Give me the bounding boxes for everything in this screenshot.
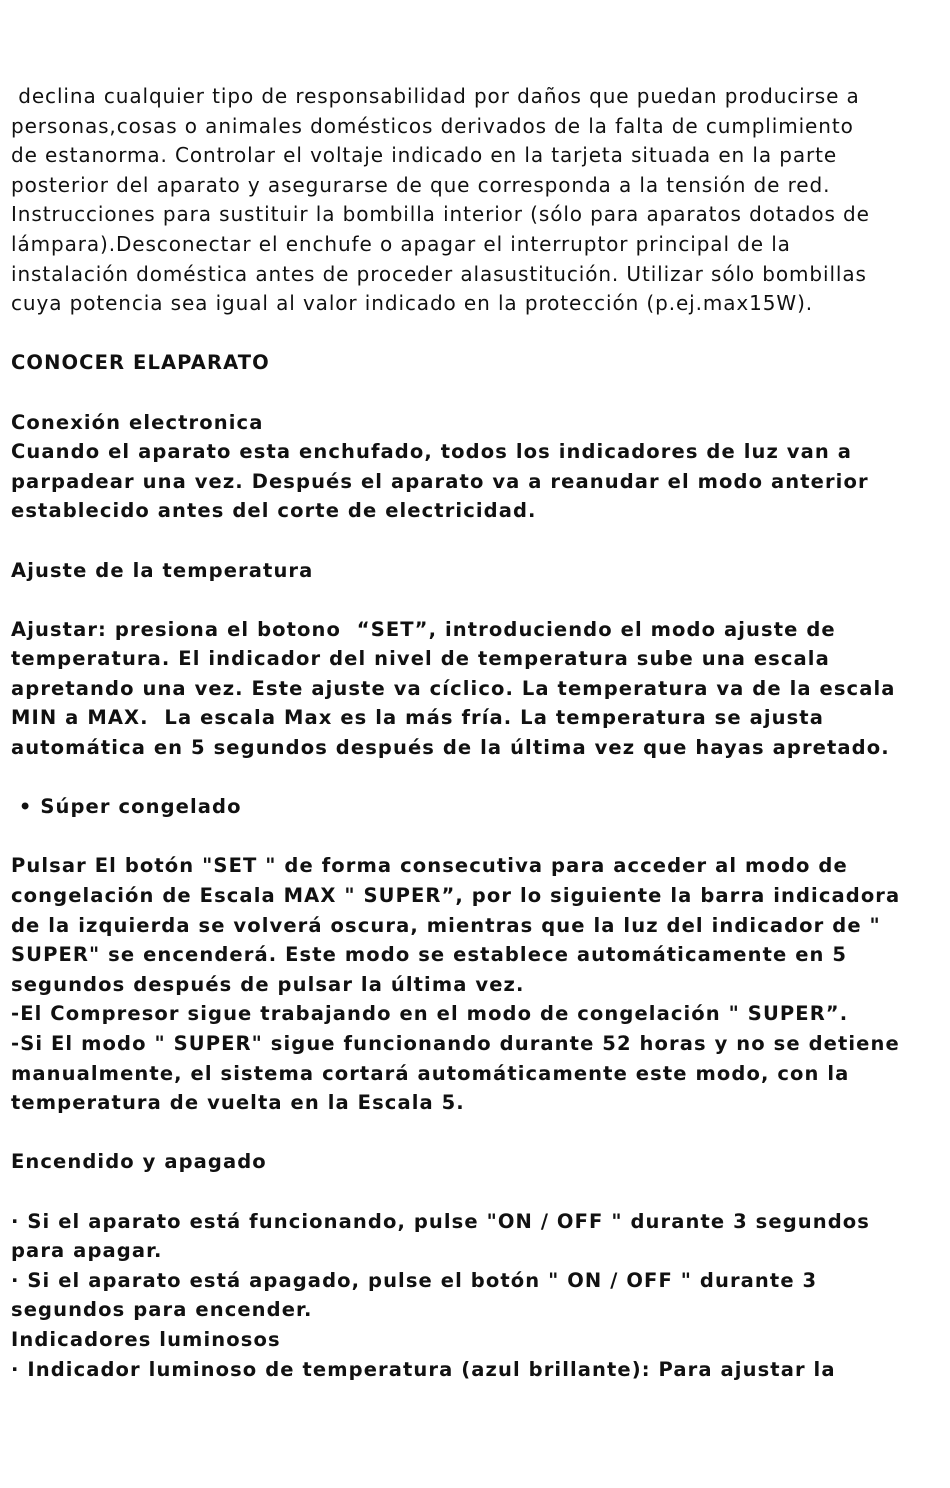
indicator-line: · Indicador luminoso de temperatura (azul brillante): Para ajustar la — [11, 1357, 836, 1381]
power-line: · Si el aparato está funcionando, pulse "ON / OFF " durante 3 segundos — [11, 1209, 870, 1233]
super-freeze-line: de la izquierda se volverá oscura, mientras que la luz del indicador de " — [11, 913, 881, 937]
super-freeze-line: -El Compresor sigue trabajando en el modo de congelación " SUPER”. — [11, 1002, 849, 1026]
super-freeze-line: SUPER" se encenderá. Este modo se establece automáticamente en 5 — [11, 943, 848, 967]
power-line: · Si el aparato está apagado, pulse el botón " ON / OFF " durante 3 — [11, 1268, 818, 1292]
intro-line: cuya potencia sea igual al valor indicado en la protección (p.ej.max15W). — [11, 291, 814, 316]
temperature-section — [11, 556, 947, 763]
super-freeze-line: Pulsar El botón "SET " de forma consecutiva para acceder al modo de — [11, 854, 848, 878]
connection-line: parpadear una vez. Después el aparato va a reanudar el modo anterior — [11, 469, 869, 493]
temperature-line: automática en 5 segundos después de la última vez que hayas apretado. — [11, 736, 890, 760]
connection-line: establecido antes del corte de electricidad. — [11, 499, 537, 523]
connection-section — [11, 408, 947, 526]
super-freeze-section — [11, 792, 947, 1118]
power-heading: Encendido y apagado — [11, 1150, 267, 1174]
connection-line: Cuando el aparato esta enchufado, todos los indicadores de luz van a — [11, 440, 853, 464]
intro-paragraph — [11, 82, 947, 319]
super-freeze-heading: • Súper congelado — [11, 795, 242, 819]
temperature-heading: Ajuste de la temperatura — [11, 558, 314, 582]
indicators-heading: Indicadores luminosos — [11, 1327, 281, 1351]
spacer — [11, 378, 947, 408]
power-section — [11, 1147, 947, 1384]
power-line: para apagar. — [11, 1239, 163, 1263]
super-freeze-line: manualmente, el sistema cortará automáticamente este modo, con la — [11, 1061, 850, 1085]
temperature-line: Ajustar: presiona el botono “SET”, introduciendo el modo ajuste de — [11, 617, 836, 641]
super-freeze-line: congelación de Escala MAX " SUPER”, por lo siguiente la barra indicadora — [11, 884, 901, 908]
super-freeze-line: -Si El modo " SUPER" sigue funcionando durante 52 horas y no se detiene — [11, 1032, 900, 1055]
temperature-line: temperatura. El indicador del nivel de temperatura sube una escala — [11, 647, 830, 671]
section-heading-block — [11, 348, 947, 378]
intro-line: de estanorma. Controlar el voltaje indicado en la tarjeta situada en la parte — [11, 143, 838, 168]
intro-line: personas,cosas o animales domésticos derivados de la falta de cumplimiento — [11, 113, 854, 138]
super-freeze-line: segundos después de pulsar la última vez. — [11, 972, 525, 996]
intro-line: instalación doméstica antes de proceder alasustitución. Utilizar sólo bombillas — [11, 261, 867, 286]
connection-heading: Conexión electronica — [11, 410, 264, 434]
spacer — [11, 526, 947, 556]
super-freeze-line: temperatura de vuelta en la Escala 5. — [11, 1091, 465, 1115]
spacer — [11, 763, 947, 793]
temperature-line: apretando una vez. Este ajuste va cíclico. La temperatura va de la escala — [11, 676, 896, 700]
spacer — [11, 585, 947, 615]
spacer — [11, 1177, 947, 1207]
intro-line: posterior del aparato y asegurarse de que corresponda a la tensión de red. — [11, 172, 831, 197]
power-line: segundos para encender. — [11, 1298, 313, 1322]
temperature-line: MIN a MAX. La escala Max es la más fría. La temperatura se ajusta — [11, 706, 824, 730]
intro-line: declina cualquier tipo de responsabilidad por daños que puedan producirse a — [11, 84, 860, 108]
spacer — [11, 1118, 947, 1148]
spacer — [11, 822, 947, 852]
document-page — [11, 82, 947, 1384]
section-title: CONOCER ELAPARATO — [11, 351, 270, 375]
spacer — [11, 319, 947, 349]
intro-line: lámpara).Desconectar el enchufe o apagar el interruptor principal de la — [11, 231, 791, 256]
intro-line: Instrucciones para sustituir la bombilla interior (sólo para aparatos dotados de — [11, 202, 870, 227]
